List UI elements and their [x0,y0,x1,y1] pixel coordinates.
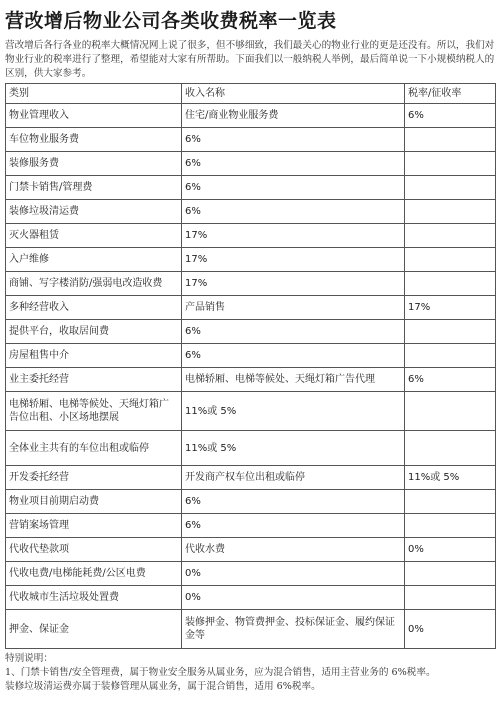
table-row [6,224,496,248]
cell-category: 装修服务费 [6,152,182,176]
table-row [6,562,496,586]
cell-name: 6% [182,344,405,368]
note-item: 装修垃圾清运费亦属于装修管理从属业务，属于混合销售，适用 6%税率。 [5,681,321,692]
cell-name: 6% [182,176,405,200]
table-row [6,610,496,649]
cell-name: 17% [182,224,405,248]
table-row [6,586,496,610]
cell-name: 6% [182,514,405,538]
cell-name: 代收水费 [182,538,405,562]
cell-name: 0% [182,586,405,610]
cell-category: 电梯轿厢、电梯等候处、天绳灯箱广告位出租、小区场地摆展 [6,392,182,431]
cell-name: 6% [182,200,405,224]
cell-category: 代收代垫款项 [6,538,182,562]
cell-category: 代收电费/电梯能耗费/公区电费 [6,562,182,586]
cell-name: 产品销售 [182,296,405,320]
cell-rate [405,431,496,466]
cell-category: 物业项目前期启动费 [6,490,182,514]
cell-name: 6% [182,490,405,514]
table-row [6,320,496,344]
table-header-row [6,84,496,104]
cell-name: 装修押金、物管费押金、投标保证金、履约保证金等 [182,610,405,649]
cell-rate: 17% [405,296,496,320]
table-row [6,152,496,176]
cell-rate: 6% [405,368,496,392]
header-category: 类别 [6,84,182,104]
cell-name: 0% [182,562,405,586]
cell-category: 物业管理收入 [6,104,182,128]
cell-rate [405,514,496,538]
special-notes [5,652,495,694]
cell-name: 住宅/商业物业服务费 [182,104,405,128]
cell-rate [405,562,496,586]
cell-category: 多种经营收入 [6,296,182,320]
cell-name: 6% [182,128,405,152]
cell-category: 房屋租售中介 [6,344,182,368]
cell-rate [405,176,496,200]
cell-rate [405,248,496,272]
cell-category: 商铺、写字楼消防/强弱电改造收费 [6,272,182,296]
cell-category: 全体业主共有的车位出租或临停 [6,431,182,466]
cell-category: 车位物业服务费 [6,128,182,152]
cell-rate [405,344,496,368]
cell-category: 门禁卡销售/管理费 [6,176,182,200]
cell-rate [405,152,496,176]
table-row [6,490,496,514]
table-row [6,431,496,466]
cell-rate [405,128,496,152]
table-row [6,538,496,562]
notes-heading: 特别说明： [5,653,53,664]
cell-rate: 6% [405,104,496,128]
cell-rate [405,392,496,431]
cell-name: 11%或 5% [182,392,405,431]
cell-category: 押金、保证金 [6,610,182,649]
table-row [6,466,496,490]
cell-category: 营销案场管理 [6,514,182,538]
cell-name: 11%或 5% [182,431,405,466]
cell-rate [405,200,496,224]
cell-name: 电梯轿厢、电梯等候处、天绳灯箱广告代理 [182,368,405,392]
cell-category: 代收城市生活垃圾处置费 [6,586,182,610]
cell-rate: 0% [405,538,496,562]
cell-category: 提供平台，收取居间费 [6,320,182,344]
table-row [6,200,496,224]
cell-rate: 0% [405,610,496,649]
cell-name: 6% [182,152,405,176]
table-row [6,392,496,431]
table-row [6,104,496,128]
cell-rate [405,224,496,248]
header-income-name: 收入名称 [182,84,405,104]
table-row [6,368,496,392]
intro-paragraph: 营改增后各行各业的税率大概情况网上说了很多，但不够细致，我们最关心的物业行业的更是还没有。所以，我们对物业行业的税率进行了整理，希望能对大家有所帮助。下面我们以一般纳税人举例，最后简单说一下小规模纳税人的区别，供大家参考。 [5,40,495,79]
header-tax-rate: 税率/征收率 [405,84,496,104]
cell-rate [405,490,496,514]
cell-name: 17% [182,272,405,296]
cell-category: 业主委托经营 [6,368,182,392]
note-item: 1、门禁卡销售/安全管理费，属于物业安全服务从属业务，应为混合销售，适用主营业务的 6%税率。 [5,667,436,678]
table-row [6,272,496,296]
cell-rate [405,586,496,610]
cell-rate [405,272,496,296]
cell-category: 入户维修 [6,248,182,272]
cell-name: 17% [182,248,405,272]
table-row [6,176,496,200]
table-row [6,248,496,272]
cell-rate [405,320,496,344]
cell-name: 开发商产权车位出租或临停 [182,466,405,490]
cell-name: 6% [182,320,405,344]
table-row [6,128,496,152]
table-row [6,514,496,538]
table-row [6,296,496,320]
tax-rate-table [5,83,496,649]
page-title: 营改增后物业公司各类收费税率一览表 [5,10,337,32]
cell-category: 灭火器租赁 [6,224,182,248]
cell-category: 开发委托经营 [6,466,182,490]
cell-rate: 11%或 5% [405,466,496,490]
table-row [6,344,496,368]
cell-category: 装修垃圾清运费 [6,200,182,224]
